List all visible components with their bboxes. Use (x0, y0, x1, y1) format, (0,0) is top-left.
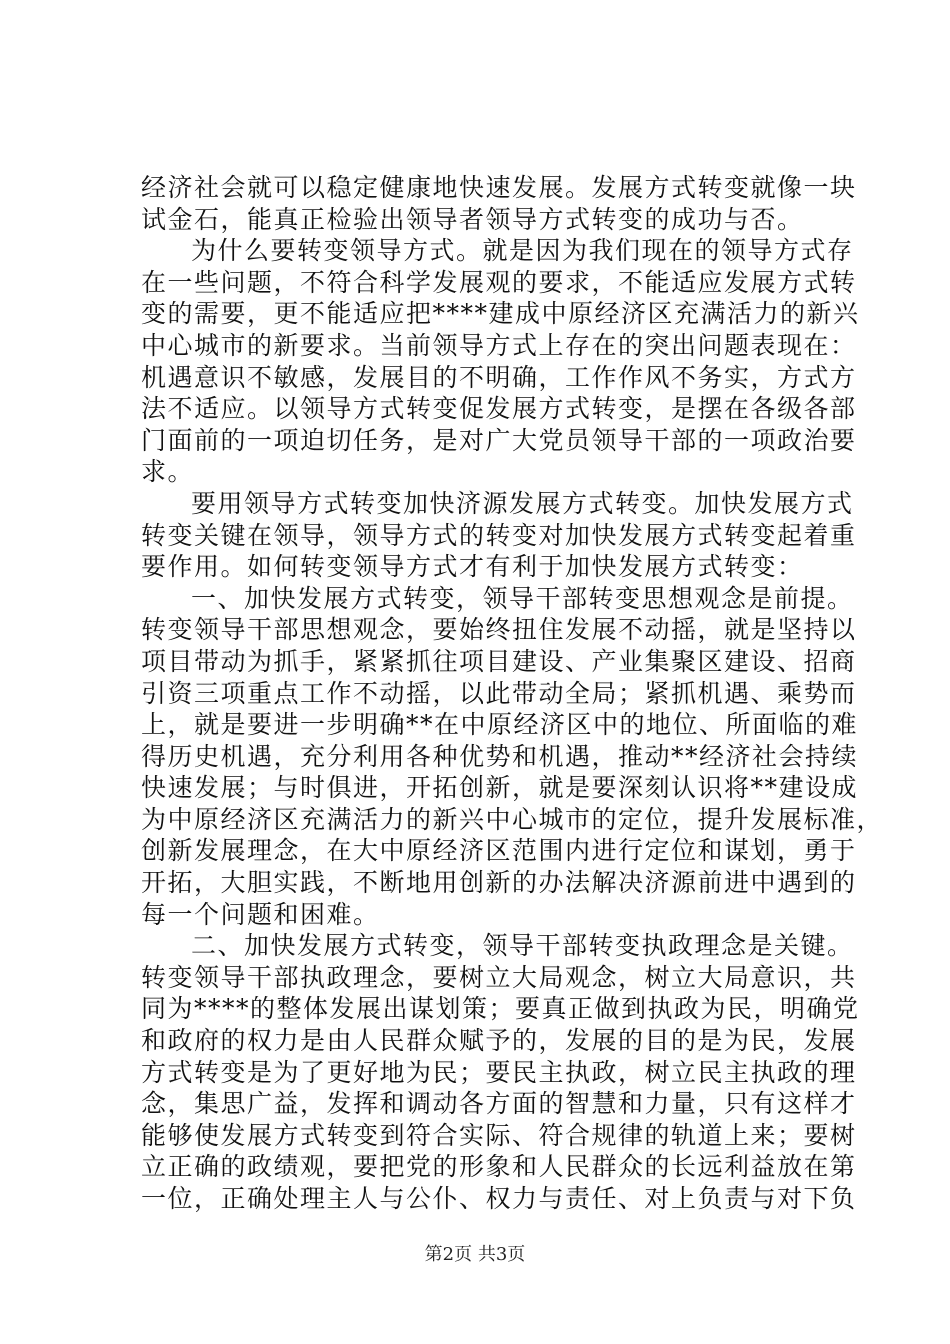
text-line: 快速发展；与时俱进，开拓创新，就是要深刻认识将**建设成 (141, 773, 859, 803)
text-line: 和政府的权力是由人民群众赋予的，发展的目的是为民，发展 (141, 1026, 857, 1056)
text-line: 一位，正确处理主人与公仆、权力与责任、对上负责与对下负 (141, 1184, 857, 1213)
page-footer: 第2页 共3页 (424, 1244, 526, 1265)
text-line: 为中原经济区充满活力的新兴中心城市的定位，提升发展标准， (141, 804, 884, 834)
text-line: 变的需要，更不能适应把****建成中原经济区充满活力的新兴 (141, 299, 860, 329)
text-line: 上，就是要进一步明确**在中原经济区中的地位、所面临的难 (141, 710, 859, 740)
text-line: 立正确的政绩观，要把党的形象和人民群众的长远利益放在第 (141, 1152, 857, 1182)
text-line: 二、加快发展方式转变，领导干部转变执政理念是关键。 (191, 931, 854, 961)
text-line: 转变领导干部思想观念，要始终扭住发展不动摇，就是坚持以 (141, 615, 857, 645)
text-line: 创新发展理念，在大中原经济区范围内进行定位和谋划，勇于 (141, 836, 857, 866)
text-line: 转变领导干部执政理念，要树立大局观念，树立大局意识，共 (141, 962, 857, 992)
text-line: 要用领导方式转变加快济源发展方式转变。加快发展方式 (191, 488, 854, 518)
text-line: 项目带动为抓手，紧紧抓往项目建设、产业集聚区建设、招商 (141, 646, 857, 676)
text-line: 在一些问题，不符合科学发展观的要求，不能适应发展方式转 (141, 267, 857, 297)
text-line: 转变关键在领导，领导方式的转变对加快发展方式转变起着重 (141, 520, 857, 550)
text-line: 开拓，大胆实践，不断地用创新的办法解决济源前进中遇到的 (141, 868, 857, 898)
text-line: 中心城市的新要求。当前领导方式上存在的突出问题表现在： (141, 330, 857, 360)
text-line: 念，集思广益，发挥和调动各方面的智慧和力量，只有这样才 (141, 1089, 857, 1119)
text-line: 为什么要转变领导方式。就是因为我们现在的领导方式存 (191, 236, 854, 266)
text-line: 求。 (141, 457, 195, 487)
text-line: 经济社会就可以稳定健康地快速发展。发展方式转变就像一块 (141, 173, 857, 202)
text-line: 引资三项重点工作不动摇，以此带动全局；紧抓机遇、乘势而 (141, 678, 857, 708)
text-line: 机遇意识不敏感，发展目的不明确，工作作风不务实，方式方 (141, 362, 857, 392)
document-body (141, 172, 884, 1215)
text-line: 试金石，能真正检验出领导者领导方式转变的成功与否。 (141, 204, 804, 234)
text-line: 方式转变是为了更好地为民；要民主执政，树立民主执政的理 (141, 1057, 857, 1087)
text-line: 同为****的整体发展出谋划策；要真正做到执政为民，明确党 (141, 994, 860, 1024)
text-line: 要作用。如何转变领导方式才有利于加快发展方式转变： (141, 552, 804, 582)
text-line: 法不适应。以领导方式转变促发展方式转变，是摆在各级各部 (141, 394, 857, 424)
text-line: 能够使发展方式转变到符合实际、符合规律的轨道上来；要树 (141, 1120, 857, 1150)
text-line: 每一个问题和困难。 (141, 899, 380, 929)
text-line: 门面前的一项迫切任务，是对广大党员领导干部的一项政治要 (141, 425, 857, 455)
text-line: 一、加快发展方式转变，领导干部转变思想观念是前提。 (191, 583, 854, 613)
text-line: 得历史机遇，充分利用各种优势和机遇，推动**经济社会持续 (141, 741, 859, 771)
